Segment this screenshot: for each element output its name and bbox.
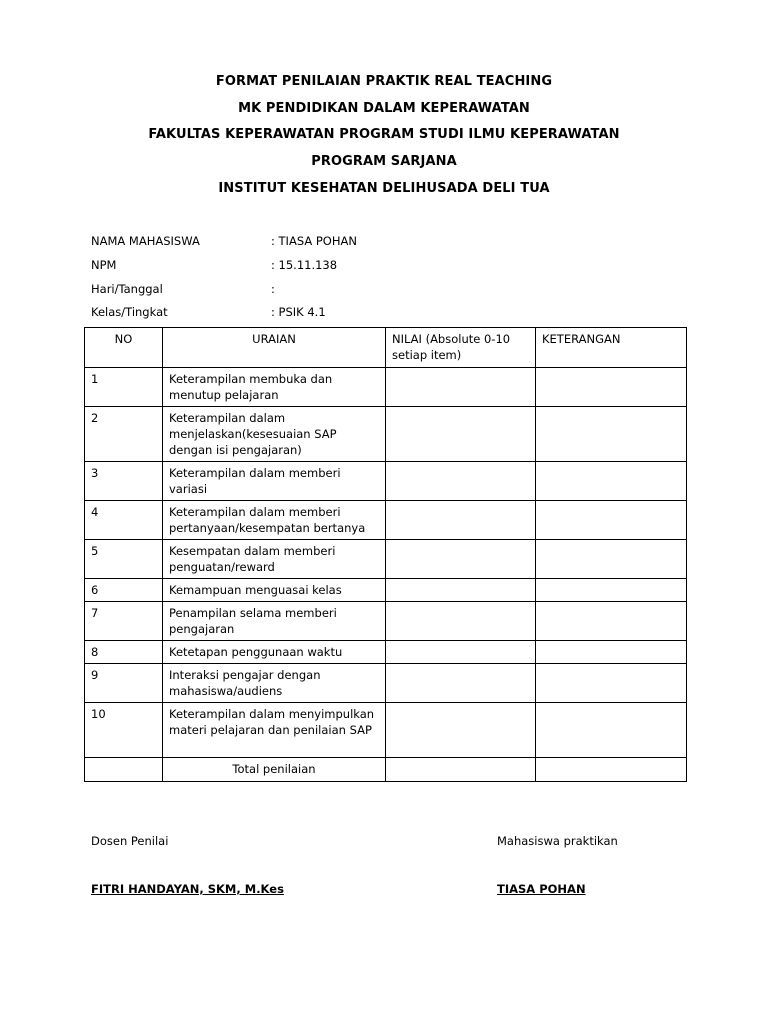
total-nilai-cell[interactable]	[386, 758, 536, 782]
table-header-row	[85, 328, 687, 368]
row-nilai-cell[interactable]	[386, 462, 536, 501]
table-row	[85, 641, 687, 664]
table-row	[85, 664, 687, 703]
row-keterangan-cell[interactable]	[536, 664, 687, 703]
row-no: 9	[85, 664, 163, 703]
table-row	[85, 501, 687, 540]
title-line-4: PROGRAM SARJANA	[311, 154, 457, 169]
assessment-table	[84, 327, 687, 782]
info-label: Hari/Tanggal	[91, 282, 163, 296]
row-nilai-cell[interactable]	[386, 703, 536, 758]
table-total-row	[85, 758, 687, 782]
row-uraian: Penampilan selama memberi pengajaran	[163, 602, 386, 641]
row-no: 4	[85, 501, 163, 540]
info-value: :	[271, 282, 275, 296]
row-keterangan-cell[interactable]	[536, 501, 687, 540]
table-row	[85, 407, 687, 462]
row-uraian: Keterampilan dalam memberi pertanyaan/kesempatan bertanya	[163, 501, 386, 540]
row-uraian: Keterampilan dalam memberi variasi	[163, 462, 386, 501]
table-row	[85, 579, 687, 602]
row-uraian: Keterampilan dalam menjelaskan(kesesuaian SAP dengan isi pengajaran)	[163, 407, 386, 462]
table-row	[85, 602, 687, 641]
header-no: NO	[85, 328, 163, 368]
table-row	[85, 703, 687, 758]
title-line-1: FORMAT PENILAIAN PRAKTIK REAL TEACHING	[215, 74, 553, 89]
row-keterangan-cell[interactable]	[536, 641, 687, 664]
row-keterangan-cell[interactable]	[536, 368, 687, 407]
info-value: : 15.11.138	[271, 258, 338, 272]
row-nilai-cell[interactable]	[386, 368, 536, 407]
info-value: : TIASA POHAN	[271, 234, 357, 248]
total-keterangan-cell[interactable]	[536, 758, 687, 782]
row-nilai-cell[interactable]	[386, 641, 536, 664]
title-line-3: FAKULTAS KEPERAWATAN PROGRAM STUDI ILMU KEPERAWATAN	[148, 127, 620, 142]
row-keterangan-cell[interactable]	[536, 602, 687, 641]
header-keterangan: KETERANGAN	[536, 328, 687, 368]
row-no: 8	[85, 641, 163, 664]
title-line-2: MK PENDIDIKAN DALAM KEPERAWATAN	[238, 101, 530, 116]
signature-left-role: Dosen Penilai	[91, 834, 169, 848]
row-keterangan-cell[interactable]	[536, 462, 687, 501]
title-line-5: INSTITUT KESEHATAN DELIHUSADA DELI TUA	[218, 181, 550, 196]
row-no: 3	[85, 462, 163, 501]
row-nilai-cell[interactable]	[386, 602, 536, 641]
info-value: : PSIK 4.1	[271, 305, 326, 319]
total-label: Total penilaian	[163, 758, 386, 782]
row-no: 7	[85, 602, 163, 641]
table-row	[85, 368, 687, 407]
row-uraian: Keterampilan dalam menyimpulkan materi pelajaran dan penilaian SAP	[163, 703, 386, 758]
row-no: 2	[85, 407, 163, 462]
info-label: NAMA MAHASISWA	[91, 234, 200, 248]
signature-right-role: Mahasiswa praktikan	[497, 834, 618, 848]
header-nilai: NILAI (Absolute 0-10 setiap item)	[386, 328, 536, 368]
row-nilai-cell[interactable]	[386, 540, 536, 579]
table-row	[85, 540, 687, 579]
row-keterangan-cell[interactable]	[536, 540, 687, 579]
row-uraian: Kemampuan menguasai kelas	[163, 579, 386, 602]
row-no: 1	[85, 368, 163, 407]
row-uraian: Ketetapan penggunaan waktu	[163, 641, 386, 664]
row-nilai-cell[interactable]	[386, 501, 536, 540]
row-nilai-cell[interactable]	[386, 664, 536, 703]
info-label: NPM	[91, 258, 117, 272]
row-nilai-cell[interactable]	[386, 407, 536, 462]
header-uraian: URAIAN	[163, 328, 386, 368]
table-row	[85, 462, 687, 501]
row-no: 10	[85, 703, 163, 758]
row-keterangan-cell[interactable]	[536, 703, 687, 758]
signature-right-name: TIASA POHAN	[497, 882, 586, 896]
row-uraian: Keterampilan membuka dan menutup pelajaran	[163, 368, 386, 407]
row-nilai-cell[interactable]	[386, 579, 536, 602]
total-no-cell	[85, 758, 163, 782]
row-no: 6	[85, 579, 163, 602]
signature-left-name: FITRI HANDAYAN, SKM, M.Kes	[91, 882, 284, 896]
row-uraian: Interaksi pengajar dengan mahasiswa/audiens	[163, 664, 386, 703]
row-keterangan-cell[interactable]	[536, 407, 687, 462]
row-keterangan-cell[interactable]	[536, 579, 687, 602]
row-no: 5	[85, 540, 163, 579]
row-uraian: Kesempatan dalam memberi penguatan/reward	[163, 540, 386, 579]
info-label: Kelas/Tingkat	[91, 305, 168, 319]
